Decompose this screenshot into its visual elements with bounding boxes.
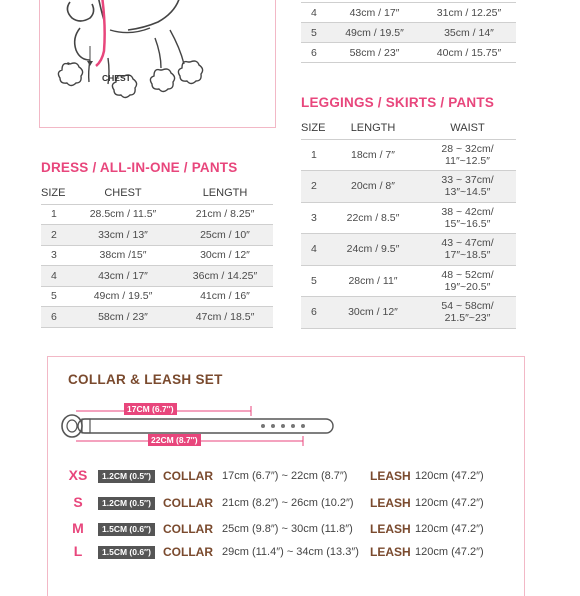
table-row [301,202,516,234]
collar-label: COLLAR [163,545,213,559]
width-badge: 1.2CM (0.5″) [98,470,155,483]
length-cell: 24cm / 9.5″ [327,234,419,266]
collar-label: COLLAR [163,496,213,510]
width-badge: 1.2CM (0.5″) [98,497,155,510]
waist-range-cm: 54 ~ 58cm/ [441,300,494,313]
size-cell: 6 [41,307,69,328]
poodle-illustration [40,0,277,128]
leash-length: 120cm (47.2″) [415,470,484,482]
size-cell: 6 [301,297,327,329]
length-cell: 41cm / 16″ [177,286,273,307]
waist-range-in: 13″~14.5″ [444,186,491,199]
table-row [301,43,516,63]
table-row [41,307,273,328]
col-header-waist: WAIST [450,121,485,134]
length-cell: 30cm / 12″ [327,297,419,329]
collar-range: 29cm (11.4″) ~ 34cm (13.3″) [222,546,359,558]
size-letter: XS [68,467,88,483]
leash-length: 120cm (47.2″) [415,523,484,535]
chest-label: CHEST [102,73,131,83]
collar-diagram [58,405,348,455]
waist-cell [419,202,516,234]
length-cell: 20cm / 8″ [327,171,419,203]
length-cell: 47cm / 18.5″ [177,307,273,328]
size-cell: 3 [301,202,327,234]
size-cell: 3 [41,245,69,266]
leash-label: LEASH [370,469,411,483]
table-row [301,3,516,23]
leash-label: LEASH [370,545,411,559]
length-cell: 25cm / 10″ [177,225,273,246]
length-cell: 36cm / 14.25″ [177,266,273,287]
length-cell: 31cm / 12.25″ [422,3,516,23]
leggings-title: LEGGINGS / SKIRTS / PANTS [301,95,495,110]
table-row [41,266,273,287]
waist-range-cm: 48 ~ 52cm/ [441,268,494,281]
leggings-size-table [301,117,516,329]
collar-min-length-label: 17CM (6.7″) [124,403,177,415]
waist-cell [419,265,516,297]
col-header-length: LENGTH [350,121,396,134]
leash-length: 120cm (47.2″) [415,497,484,509]
waist-range-cm: 28 ~ 32cm/ [441,142,494,155]
collar-max-length-label: 22CM (8.7″) [148,434,201,446]
col-header-length: LENGTH [202,186,248,199]
waist-range-in: 19″~20.5″ [444,280,491,293]
size-letter: S [73,494,83,510]
chest-cell: 58cm / 23″ [327,43,422,63]
table-row [301,297,516,329]
leash-label: LEASH [370,496,411,510]
collar-title: COLLAR & LEASH SET [68,372,223,387]
size-cell: 5 [41,286,69,307]
table-row [301,171,516,203]
length-cell: 28cm / 11″ [327,265,419,297]
chest-cell: 43cm / 17″ [327,3,422,23]
width-badge: 1.5CM (0.6″) [98,546,155,559]
collar-range: 21cm (8.2″) ~ 26cm (10.2″) [222,497,354,509]
collar-range: 17cm (6.7″) ~ 22cm (8.7″) [222,470,348,482]
size-cell: 5 [301,23,327,43]
length-cell: 30cm / 12″ [177,245,273,266]
size-letter: M [72,520,84,536]
col-header-size: SIZE [301,121,326,134]
size-cell: 1 [301,139,327,171]
chest-cell: 49cm / 19.5″ [69,286,177,307]
leash-length: 120cm (47.2″) [415,546,484,558]
collar-panel [47,356,525,596]
waist-cell [419,171,516,203]
size-cell: 1 [41,204,69,225]
waist-range-in: 21.5″~23″ [444,312,491,325]
size-cell: 2 [301,171,327,203]
waist-range-in: 17″~18.5″ [444,249,491,262]
chest-cell: 58cm / 23″ [69,307,177,328]
size-cell: 4 [301,234,327,266]
length-cell: 21cm / 8.25″ [177,204,273,225]
table-row [41,286,273,307]
col-header-chest: CHEST [104,186,142,199]
table-row [301,265,516,297]
table-row [41,204,273,225]
collar-label: COLLAR [163,469,213,483]
chest-cell: 28.5cm / 11.5″ [69,204,177,225]
top-size-table [301,2,516,63]
chest-cell: 43cm / 17″ [69,266,177,287]
table-row [41,225,273,246]
waist-cell [419,297,516,329]
size-cell: 2 [41,225,69,246]
chest-cell: 33cm / 13″ [69,225,177,246]
waist-cell [419,139,516,171]
dress-title: DRESS / ALL-IN-ONE / PANTS [41,160,238,175]
width-badge: 1.5CM (0.6″) [98,523,155,536]
length-cell: 18cm / 7″ [327,139,419,171]
size-cell: 6 [301,43,327,63]
size-letter: L [73,543,83,559]
chest-cell: 49cm / 19.5″ [327,23,422,43]
chest-cell: 38cm /15″ [69,245,177,266]
waist-range-in: 11″~12.5″ [445,154,490,167]
length-cell: 40cm / 15.75″ [422,43,516,63]
table-row [301,139,516,171]
waist-range-cm: 43 ~ 47cm/ [441,237,494,250]
size-cell: 4 [41,266,69,287]
size-cell: 5 [301,265,327,297]
length-cell: 22cm / 8.5″ [327,202,419,234]
table-row [41,245,273,266]
waist-range-cm: 38 ~ 42cm/ [441,205,494,218]
leash-label: LEASH [370,522,411,536]
col-header-size: SIZE [41,186,66,199]
size-cell: 4 [301,3,327,23]
collar-label: COLLAR [163,522,213,536]
length-cell: 35cm / 14″ [422,23,516,43]
waist-range-cm: 33 ~ 37cm/ [441,174,494,187]
illustration-panel [39,0,276,128]
table-row [301,234,516,266]
table-row [301,23,516,43]
dress-size-table [41,182,273,328]
waist-range-in: 15″~16.5″ [444,217,491,230]
waist-cell [419,234,516,266]
collar-range: 25cm (9.8″) ~ 30cm (11.8″) [222,523,353,535]
